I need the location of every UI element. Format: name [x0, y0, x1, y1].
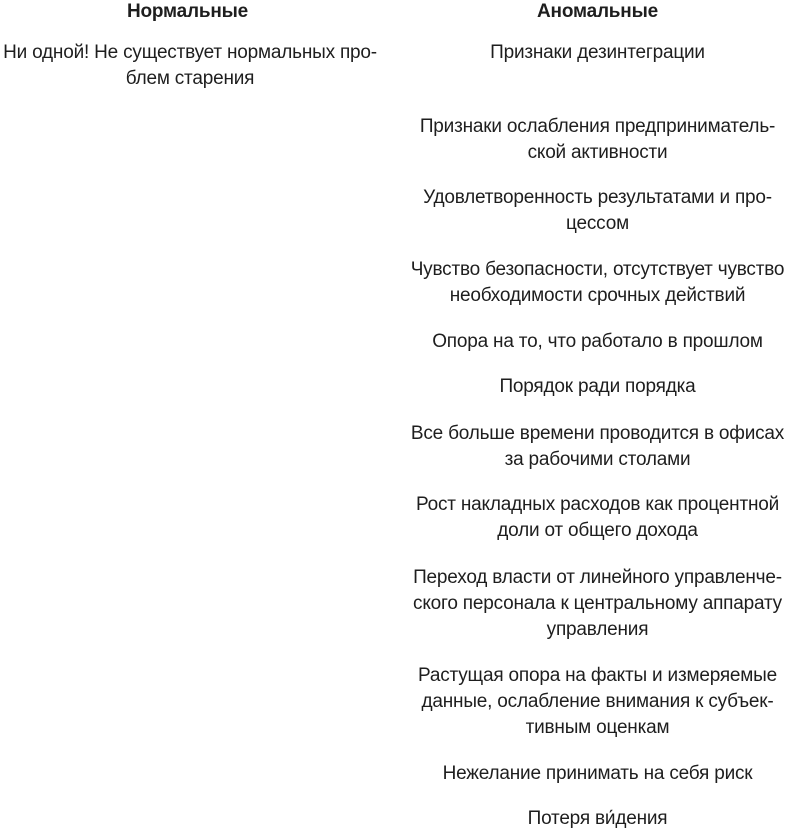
abnormal-item: Признаки ослабления предприниматель- ской активности [419, 116, 776, 163]
abnormal-item: Опора на то, что работало в прошлом [432, 331, 763, 352]
abnormal-item: Порядок ради порядка [499, 376, 696, 397]
abnormal-item: Все больше времени проводится в офисах за рабочими столами [410, 423, 785, 470]
abnormal-item: Признаки дезинтеграции [490, 42, 705, 63]
abnormal-item: Удовлетворенность результатами и про- цессом [423, 187, 772, 234]
abnormal-problems-column [405, 0, 790, 830]
column-header-abnormal: Аномальные [537, 1, 658, 22]
abnormal-item: Растущая опора на факты и измеряемые данные, ослабление внимания к субъек- тивным оценкам [418, 665, 777, 738]
abnormal-item: Потеря ви́дения [527, 808, 668, 829]
column-header-normal: Нормальные [126, 1, 249, 22]
abnormal-item: Переход власти от линейного управленче- ского персонала к центральному аппарату управления [413, 567, 782, 640]
normal-item: Ни одной! Не существует нормальных про- блем старения [3, 42, 377, 89]
normal-problems-column [0, 0, 380, 830]
abnormal-item: Чувство безопасности, отсутствует чувство необходимости срочных действий [410, 259, 785, 306]
abnormal-item: Рост накладных расходов как процентной доли от общего дохода [415, 494, 780, 541]
abnormal-item: Нежелание принимать на себя риск [442, 763, 753, 784]
